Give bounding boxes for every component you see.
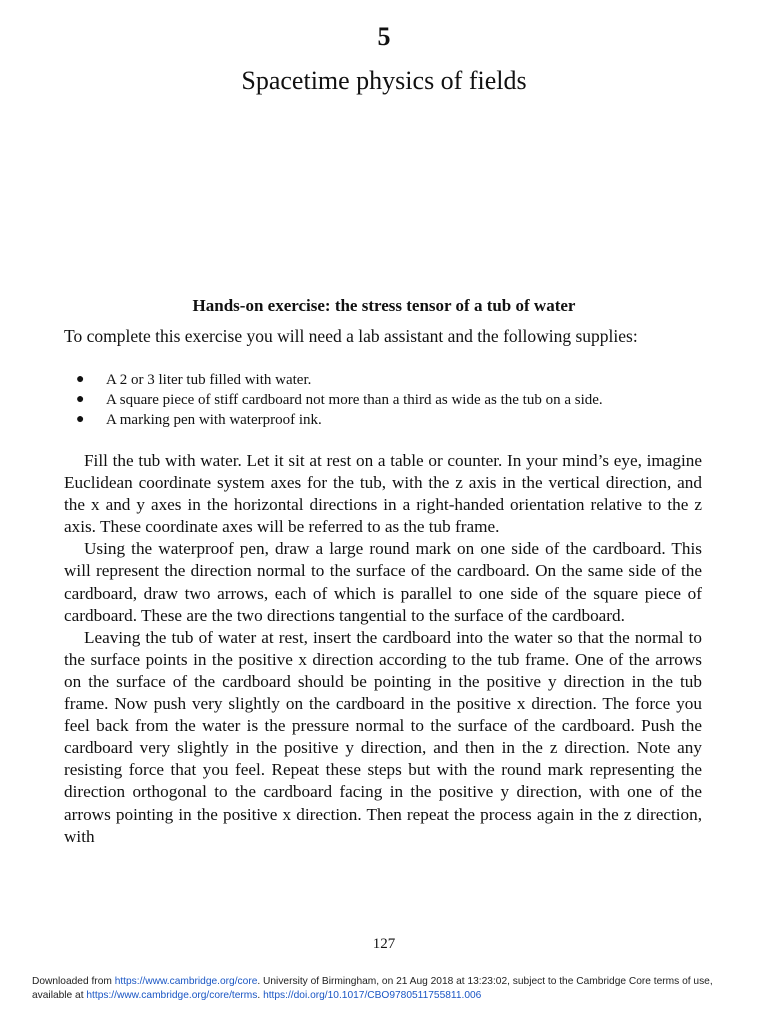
list-item-text: A marking pen with waterproof ink. [106, 412, 322, 428]
footer-separator: . [257, 989, 261, 1001]
chapter-number: 5 [377, 22, 391, 51]
list-item-text: A 2 or 3 liter tub filled with water. [106, 372, 312, 388]
list-item [64, 410, 704, 430]
exercise-intro: To complete this exercise you will need a lab assistant and the following supplies: [64, 326, 638, 346]
download-footer [32, 975, 752, 1002]
doi-link[interactable]: https://doi.org/10.1017/CBO9780511755811.006 [263, 989, 482, 1001]
cambridge-terms-link[interactable]: https://www.cambridge.org/core/terms [86, 989, 258, 1001]
page-number: 127 [372, 936, 396, 952]
list-item [64, 370, 704, 390]
paragraph: Fill the tub with water. Let it sit at rest on a table or counter. In your mind’s eye, imagine Euclidean coordinate system axes for the tub, with the z axis in the vertical direction, and the x and y axes in the horizontal directions in a right-handed orientation relative to the z axis. These coordinate axes will be referred to as the tub frame. [64, 451, 702, 537]
paragraph: Leaving the tub of water at rest, insert the cardboard into the water so that the normal to the surface points in the positive x direction according to the tub frame. One of the arrows on the surface of the cardboard should be pointing in the positive y direction in the tub frame. Now push very slightly on the cardboard in the positive x direction. The force you feel back from the water is the pressure normal to the surface of the cardboard. Push the cardboard very slightly in the positive y direction, and then in the z direction. Note any resisting force that you feel. Repeat these steps but with the round mark representing the direction orthogonal to the cardboard facing in the positive y direction, with one of the arrows pointing in the positive x direction. Then repeat the process again in the z direction, with [64, 627, 702, 846]
list-item-text: A square piece of stiff cardboard not more than a third as wide as the tub on a side. [106, 392, 603, 408]
chapter-title: Spacetime physics of fields [241, 66, 527, 95]
bullet-icon: ● [76, 372, 85, 387]
list-item [64, 390, 704, 410]
footer-access-text: . University of Birmingham, on 21 Aug 2018 at 13:23:02, subject to the Cambridge Core terms of use, available at [32, 976, 713, 1001]
bullet-icon: ● [76, 412, 85, 427]
cambridge-core-link[interactable]: https://www.cambridge.org/core [114, 976, 258, 987]
body-text [64, 450, 702, 848]
exercise-heading: Hands-on exercise: the stress tensor of a tub of water [192, 296, 576, 315]
bullet-icon: ● [76, 392, 85, 407]
supplies-list [64, 370, 704, 430]
paragraph: Using the waterproof pen, draw a large round mark on one side of the cardboard. This will represent the direction normal to the surface of the cardboard. On the same side of the cardboard, draw two arrows, each of which is parallel to one side of the square piece of cardboard. These are the two directions tangential to the surface of the cardboard. [64, 539, 702, 625]
footer-downloaded-label: Downloaded from [32, 976, 112, 987]
